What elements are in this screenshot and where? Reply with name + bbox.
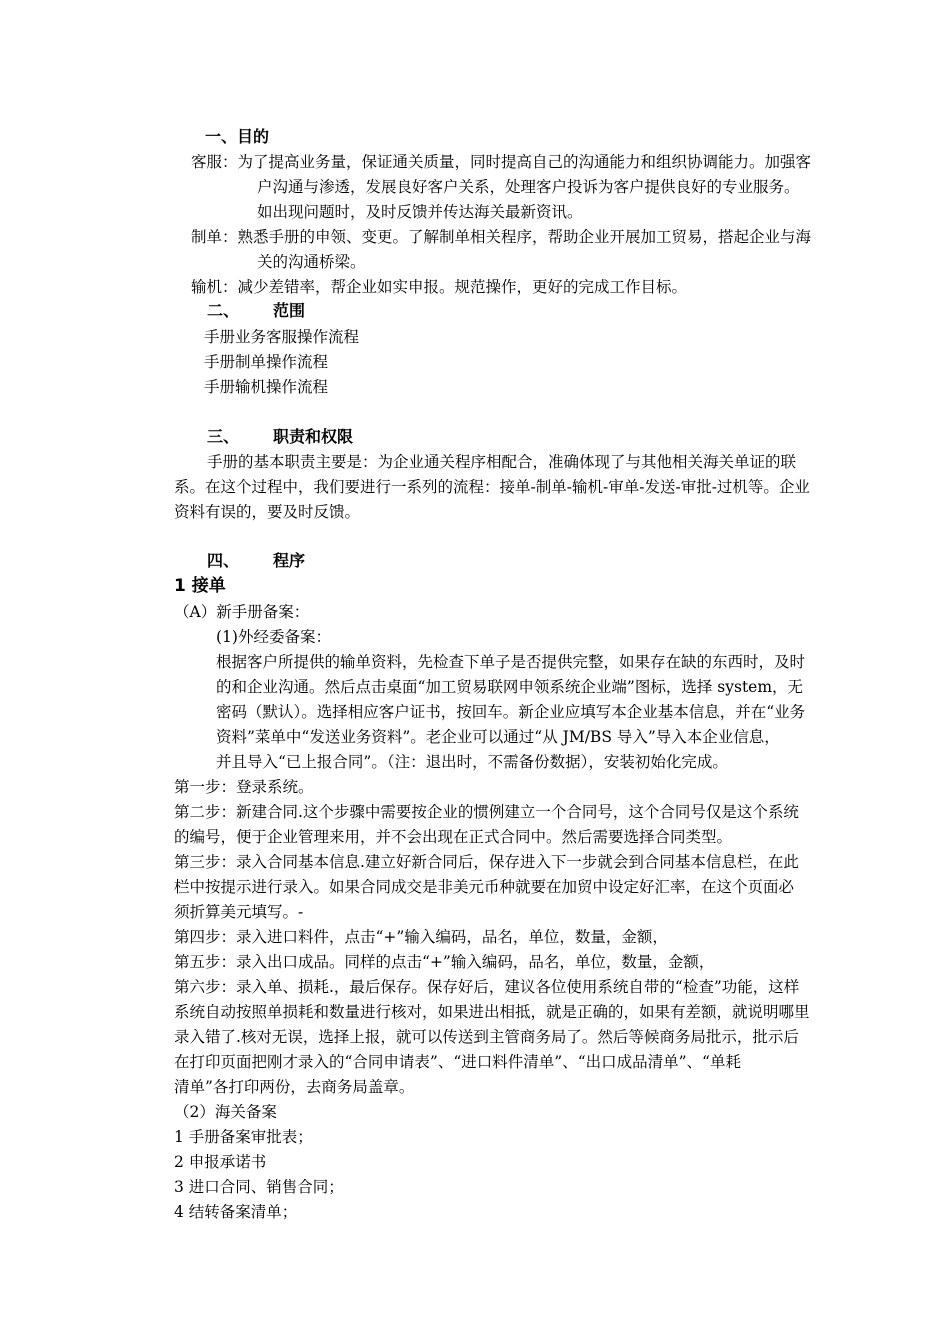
new-handbook-filing: （A）新手册备案： bbox=[174, 603, 310, 621]
zhidan-line-2: 关的沟通桥梁。 bbox=[257, 253, 366, 271]
filing-para-line-5: 并且导入“已上报合同”。（注：退出时，不需备份数据），安装初始化完成。 bbox=[216, 753, 728, 771]
step-line-5: 栏中按提示进行录入。如果合同成交是非美元币种就要在加贸中设定好汇率，在这个页面必 bbox=[174, 878, 795, 896]
step-line-9: 第六步：录入单、损耗.，最后保存。保存好后，建议各位使用系统自带的“检查”功能，这样 bbox=[174, 978, 800, 996]
step-line-8: 第五步：录入出口成品。同样的点击“+”输入编码，品名，单位，数量，金额， bbox=[174, 953, 715, 971]
section-3-number: 三、 bbox=[207, 427, 240, 446]
customs-item-1: 1 手册备案审批表； bbox=[174, 1128, 313, 1146]
step-line-11: 录入错了.核对无误，选择上报，就可以传送到主管商务局了。然后等候商务局批示，批示后 bbox=[174, 1028, 799, 1046]
filing-para-line-2: 的和企业沟通。然后点击桌面“加工贸易联网申领系统企业端”图标，选择 system，无 bbox=[216, 678, 804, 696]
section-2-title: 范围 bbox=[273, 301, 306, 320]
step-line-2: 第二步：新建合同.这个步骤中需要按企业的惯例建立一个合同号，这个合同号仅是这个系统 bbox=[174, 803, 799, 821]
duty-line-1: 手册的基本职责主要是：为企业通关程序相配合，准确体现了与其他相关海关单证的联 bbox=[207, 453, 797, 471]
filing-para-line-3: 密码（默认）。选择相应客户证书，按回车。新企业应填写本企业基本信息，并在“业务 bbox=[216, 703, 806, 721]
foreign-trade-filing: (1)外经委备案： bbox=[216, 628, 331, 646]
customs-item-3: 3 进口合同、销售合同； bbox=[174, 1178, 344, 1196]
section-3-title: 职责和权限 bbox=[273, 427, 354, 446]
duty-line-2: 系。在这个过程中，我们要进行一系列的流程：接单-制单-输机-审单-发送-审批-过机等。企业 bbox=[174, 478, 810, 496]
step-line-13: 清单”各打印两份，去商务局盖章。 bbox=[174, 1078, 415, 1096]
filing-para-line-1: 根据客户所提供的输单资料，先检查下单子是否提供完整，如果存在缺的东西时，及时 bbox=[216, 653, 806, 671]
step-line-6: 须折算美元填写。- bbox=[174, 903, 304, 921]
kefu-line-1: 客服：为了提高业务量，保证通关质量，同时提高自己的沟通能力和组织协调能力。加强客 bbox=[191, 153, 812, 171]
step-line-12: 在打印页面把刚才录入的“合同申请表”、“进口料件清单”、“出口成品清单”、“单耗 bbox=[174, 1053, 741, 1071]
section-4-title: 程序 bbox=[273, 551, 306, 570]
step-line-7: 第四步：录入进口料件，点击“+”输入编码，品名，单位，数量，金额， bbox=[174, 928, 668, 946]
duty-line-3: 资料有误的，要及时反馈。 bbox=[174, 503, 361, 521]
step-line-1: 第一步：登录系统。 bbox=[174, 778, 314, 796]
section-2-number: 二、 bbox=[207, 301, 240, 320]
zhidan-line-1: 制单：熟悉手册的申领、变更。了解制单相关程序，帮助企业开展加工贸易，搭起企业与海 bbox=[191, 228, 812, 246]
step-line-10: 系统自动按照单损耗和数量进行核对，如果进出相抵，就是正确的，如果有差额，就说明哪里 bbox=[174, 1003, 810, 1021]
scope-item-2: 手册制单操作流程 bbox=[204, 353, 329, 371]
section-4-number: 四、 bbox=[207, 551, 240, 570]
scope-item-1: 手册业务客服操作流程 bbox=[204, 328, 360, 346]
section-1-heading: 一、目的 bbox=[205, 127, 270, 146]
shuji-line: 输机：减少差错率，帮企业如实申报。规范操作，更好的完成工作目标。 bbox=[191, 278, 688, 296]
scope-item-3: 手册输机操作流程 bbox=[204, 378, 329, 396]
step-line-4: 第三步：录入合同基本信息.建立好新合同后，保存进入下一步就会到合同基本信息栏，在此 bbox=[174, 853, 799, 871]
kefu-line-2: 户沟通与渗透，发展良好客户关系，处理客户投诉为客户提供良好的专业服务。 bbox=[257, 178, 800, 196]
filing-para-line-4: 资料”菜单中“发送业务资料”。老企业可以通过“从 JM/BS 导入”导入本企业信息， bbox=[216, 728, 780, 746]
kefu-line-3: 如出现问题时，及时反馈并传达海关最新资讯。 bbox=[257, 203, 583, 221]
step-line-3: 的编号，便于企业管理来用，并不会出现在正式合同中。然后需要选择合同类型。 bbox=[174, 828, 733, 846]
sub-heading-receive: 1 接单 bbox=[174, 576, 226, 596]
customs-filing: （2）海关备案 bbox=[174, 1103, 277, 1121]
customs-item-4: 4 结转备案清单； bbox=[174, 1203, 298, 1221]
customs-item-2: 2 申报承诺书 bbox=[174, 1153, 267, 1171]
